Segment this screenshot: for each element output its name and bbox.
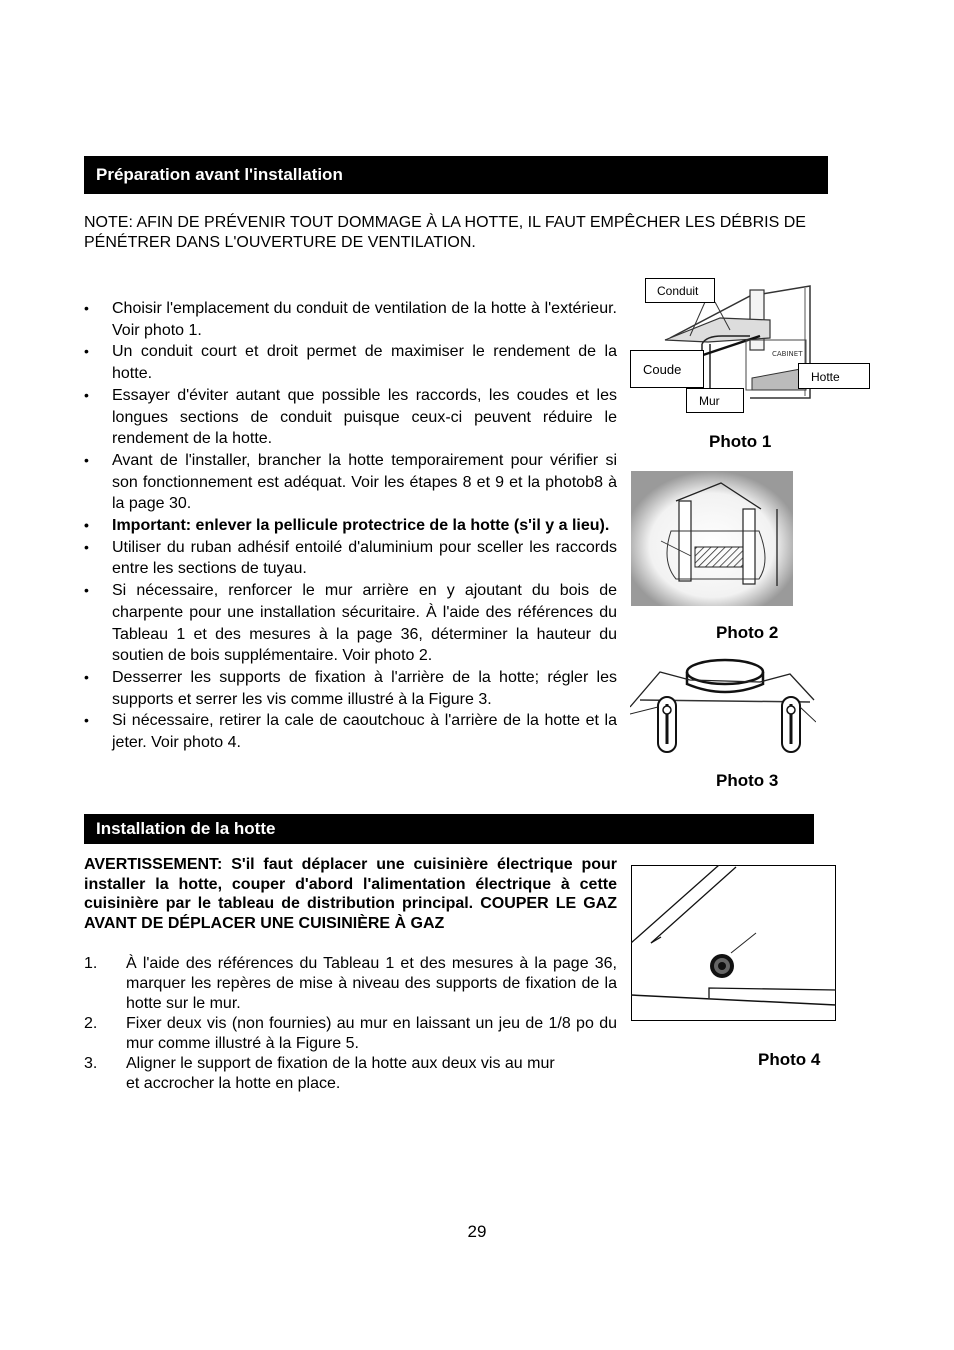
- step-text: À l'aide des références du Tableau 1 et des mesures à la page 36, marquer les repères de mise à niveau des supports de fixation de la hotte sur le mur.: [126, 955, 617, 1012]
- photo-2-caption: Photo 2: [716, 623, 779, 642]
- section-title: Installation de la hotte: [96, 819, 276, 838]
- list-item: • Essayer d'éviter autant que possible les raccords, les coudes et les longues sections de conduit puisque ceux-ci peuvent réduire le rendement de la hotte.: [84, 385, 617, 450]
- photo-4-caption: Photo 4: [758, 1050, 821, 1069]
- list-item: • Si nécessaire, renforcer le mur arrière en y ajoutant du bois de charpente pour une installation sécuritaire. À l'aide des références du Tableau 1 et des mesures à la page 36, déterminer la hauteur du soutien de bois supplémentaire. Voir photo 2.: [84, 580, 617, 667]
- step-number: 2.: [84, 1015, 98, 1032]
- list-item: • Un conduit court et droit permet de maximiser le rendement de la hotte.: [84, 341, 617, 384]
- step-text: Aligner le support de fixation de la hotte aux deux vis au mur et accrocher la hotte en place.: [126, 1055, 555, 1092]
- list-item: [84, 1014, 617, 1054]
- photo-4-rubber-wedge: [631, 865, 836, 1021]
- note-text: NOTE: AFIN DE PRÉVENIR TOUT DOMMAGE À LA HOTTE, IL FAUT EMPÊCHER LES DÉBRIS DE PÉNÉTRER DANS L'OUVERTURE DE VENTILATION.: [84, 214, 806, 251]
- step-number: 1.: [84, 955, 98, 972]
- photo-1-caption: Photo 1: [709, 432, 772, 451]
- list-item: • Si nécessaire, retirer la cale de caoutchouc à l'arrière de la hotte et la jeter. Voir photo 4.: [84, 710, 617, 753]
- list-item-important: • Important: enlever la pellicule protectrice de la hotte (s'il y a lieu).: [84, 515, 617, 537]
- photo-3-caption: Photo 3: [716, 771, 779, 790]
- callout-conduit: Conduit: [645, 278, 715, 303]
- list-item: • Choisir l'emplacement du conduit de ventilation de la hotte à l'extérieur. Voir photo 1.: [84, 298, 617, 341]
- callout-coude: Coude: [630, 350, 704, 388]
- photo-3-mounting-brackets: [630, 652, 816, 762]
- callout-mur: Mur: [686, 388, 744, 413]
- section-header-installation: [84, 814, 814, 844]
- list-item: • Desserrer les supports de fixation à l'arrière de la hotte; régler les supports et serrer les vis comme illustré à la Figure 3.: [84, 667, 617, 710]
- installation-steps: [84, 954, 617, 1094]
- section-title: Préparation avant l'installation: [96, 165, 343, 184]
- warning-text: AVERTISSEMENT: S'il faut déplacer une cuisinière électrique pour installer la hotte, couper d'abord l'alimentation électrique à cette cuisinière par le tableau de distribution principal. COUPER LE GAZ AVANT DE DÉPLACER UNE CUISINIÈRE À GAZ: [84, 856, 617, 932]
- preparation-bullet-list: [84, 298, 617, 754]
- list-item: [84, 954, 617, 1014]
- section-header-preparation: [84, 156, 828, 194]
- callout-hotte: Hotte: [798, 363, 870, 389]
- list-item: [84, 1054, 617, 1094]
- list-item: • Utiliser du ruban adhésif entoilé d'aluminium pour sceller les raccords entre les sections de tuyau.: [84, 537, 617, 580]
- cabinet-label: CABINET: [772, 350, 803, 358]
- step-text: Fixer deux vis (non fournies) au mur en laissant un jeu de 1/8 po du mur comme illustré à la Figure 5.: [126, 1015, 617, 1052]
- list-item: • Avant de l'installer, brancher la hotte temporairement pour vérifier si son fonctionnement est adéquat. Voir les étapes 8 et 9 et la photob8 à la page 30.: [84, 450, 617, 515]
- page-number: 29: [467, 1222, 487, 1241]
- step-number: 3.: [84, 1055, 98, 1072]
- photo-2-wall-reinforcement: [631, 471, 793, 606]
